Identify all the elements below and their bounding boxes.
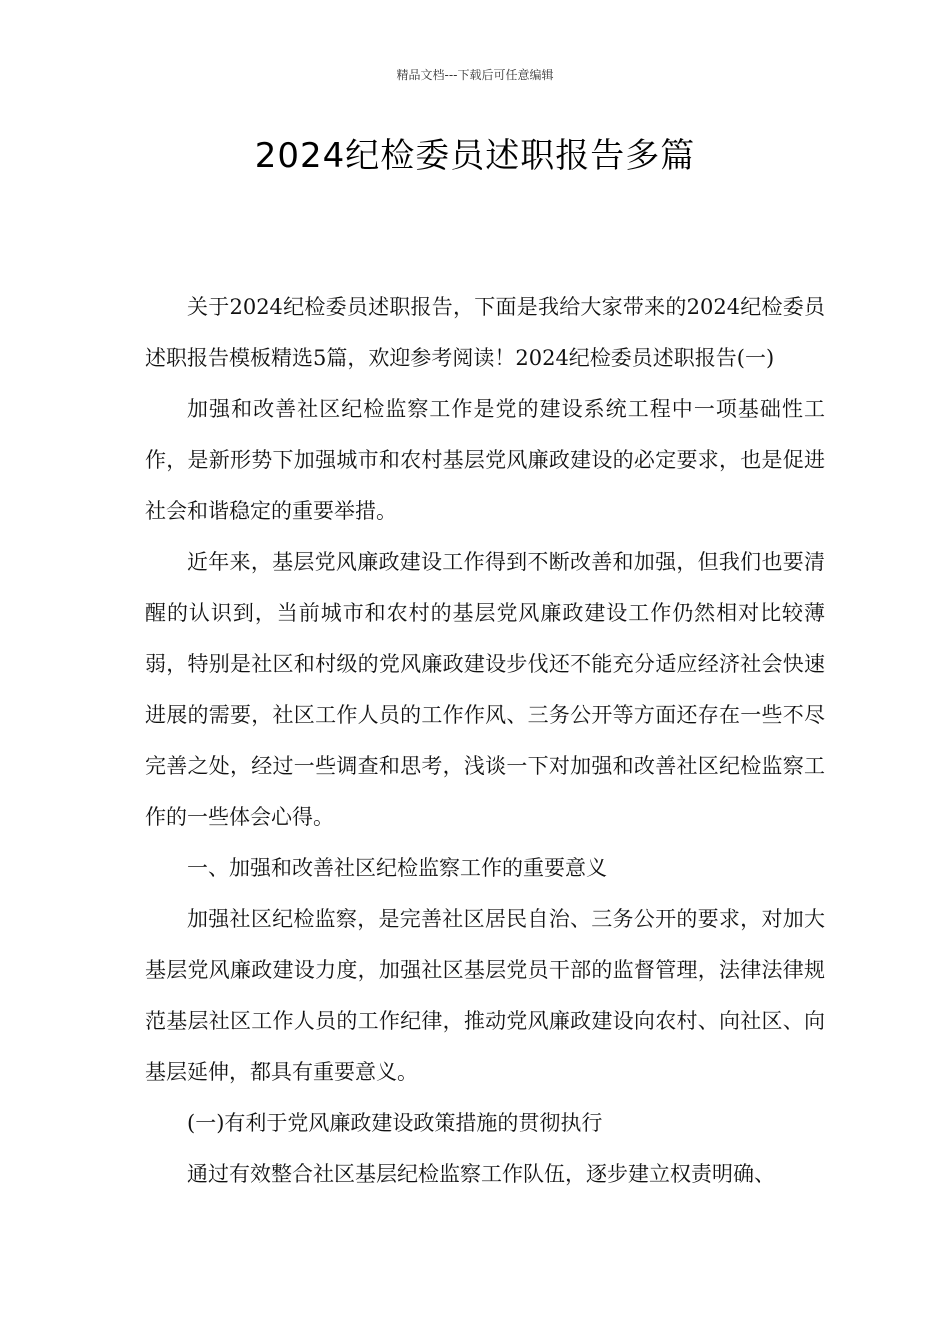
section-heading: 一、加强和改善社区纪检监察工作的重要意义 (187, 856, 607, 880)
paragraph: 加强社区纪检监察，是完善社区居民自治、三务公开的要求，对加大基层党风廉政建设力度，加强社区基层党员干部的监督管理，法律法律规范基层社区工作人员的工作纪律，推动党风廉政建设向农村、向社区、向基层延伸，都具有重要意义。 (145, 907, 825, 1084)
document-title: 2024纪检委员述职报告多篇 (254, 136, 696, 176)
paragraph: 近年来，基层党风廉政建设工作得到不断改善和加强，但我们也要清醒的认识到，当前城市和农村的基层党风廉政建设工作仍然相对比较薄弱，特别是社区和村级的党风廉政建设步伐还不能充分适应经济社会快速进展的需要，社区工作人员的工作作风、三务公开等方面还存在一些不尽完善之处，经过一些调查和思考，浅谈一下对加强和改善社区纪检监察工作的一些体会心得。 (145, 550, 825, 829)
paragraph-intro: 关于2024纪检委员述职报告，下面是我给大家带来的2024纪检委员述职报告模板精选5篇，欢迎参考阅读！2024纪检委员述职报告(一) (145, 295, 825, 370)
header-note: 精品文档---下载后可任意编辑 (396, 68, 554, 82)
paragraph: 加强和改善社区纪检监察工作是党的建设系统工程中一项基础性工作，是新形势下加强城市和农村基层党风廉政建设的必定要求，也是促进社会和谐稳定的重要举措。 (145, 397, 825, 523)
document-body (145, 282, 825, 1200)
subsection-heading: (一)有利于党风廉政建设政策措施的贯彻执行 (187, 1111, 603, 1135)
paragraph: 通过有效整合社区基层纪检监察工作队伍，逐步建立权责明确、 (187, 1162, 775, 1186)
